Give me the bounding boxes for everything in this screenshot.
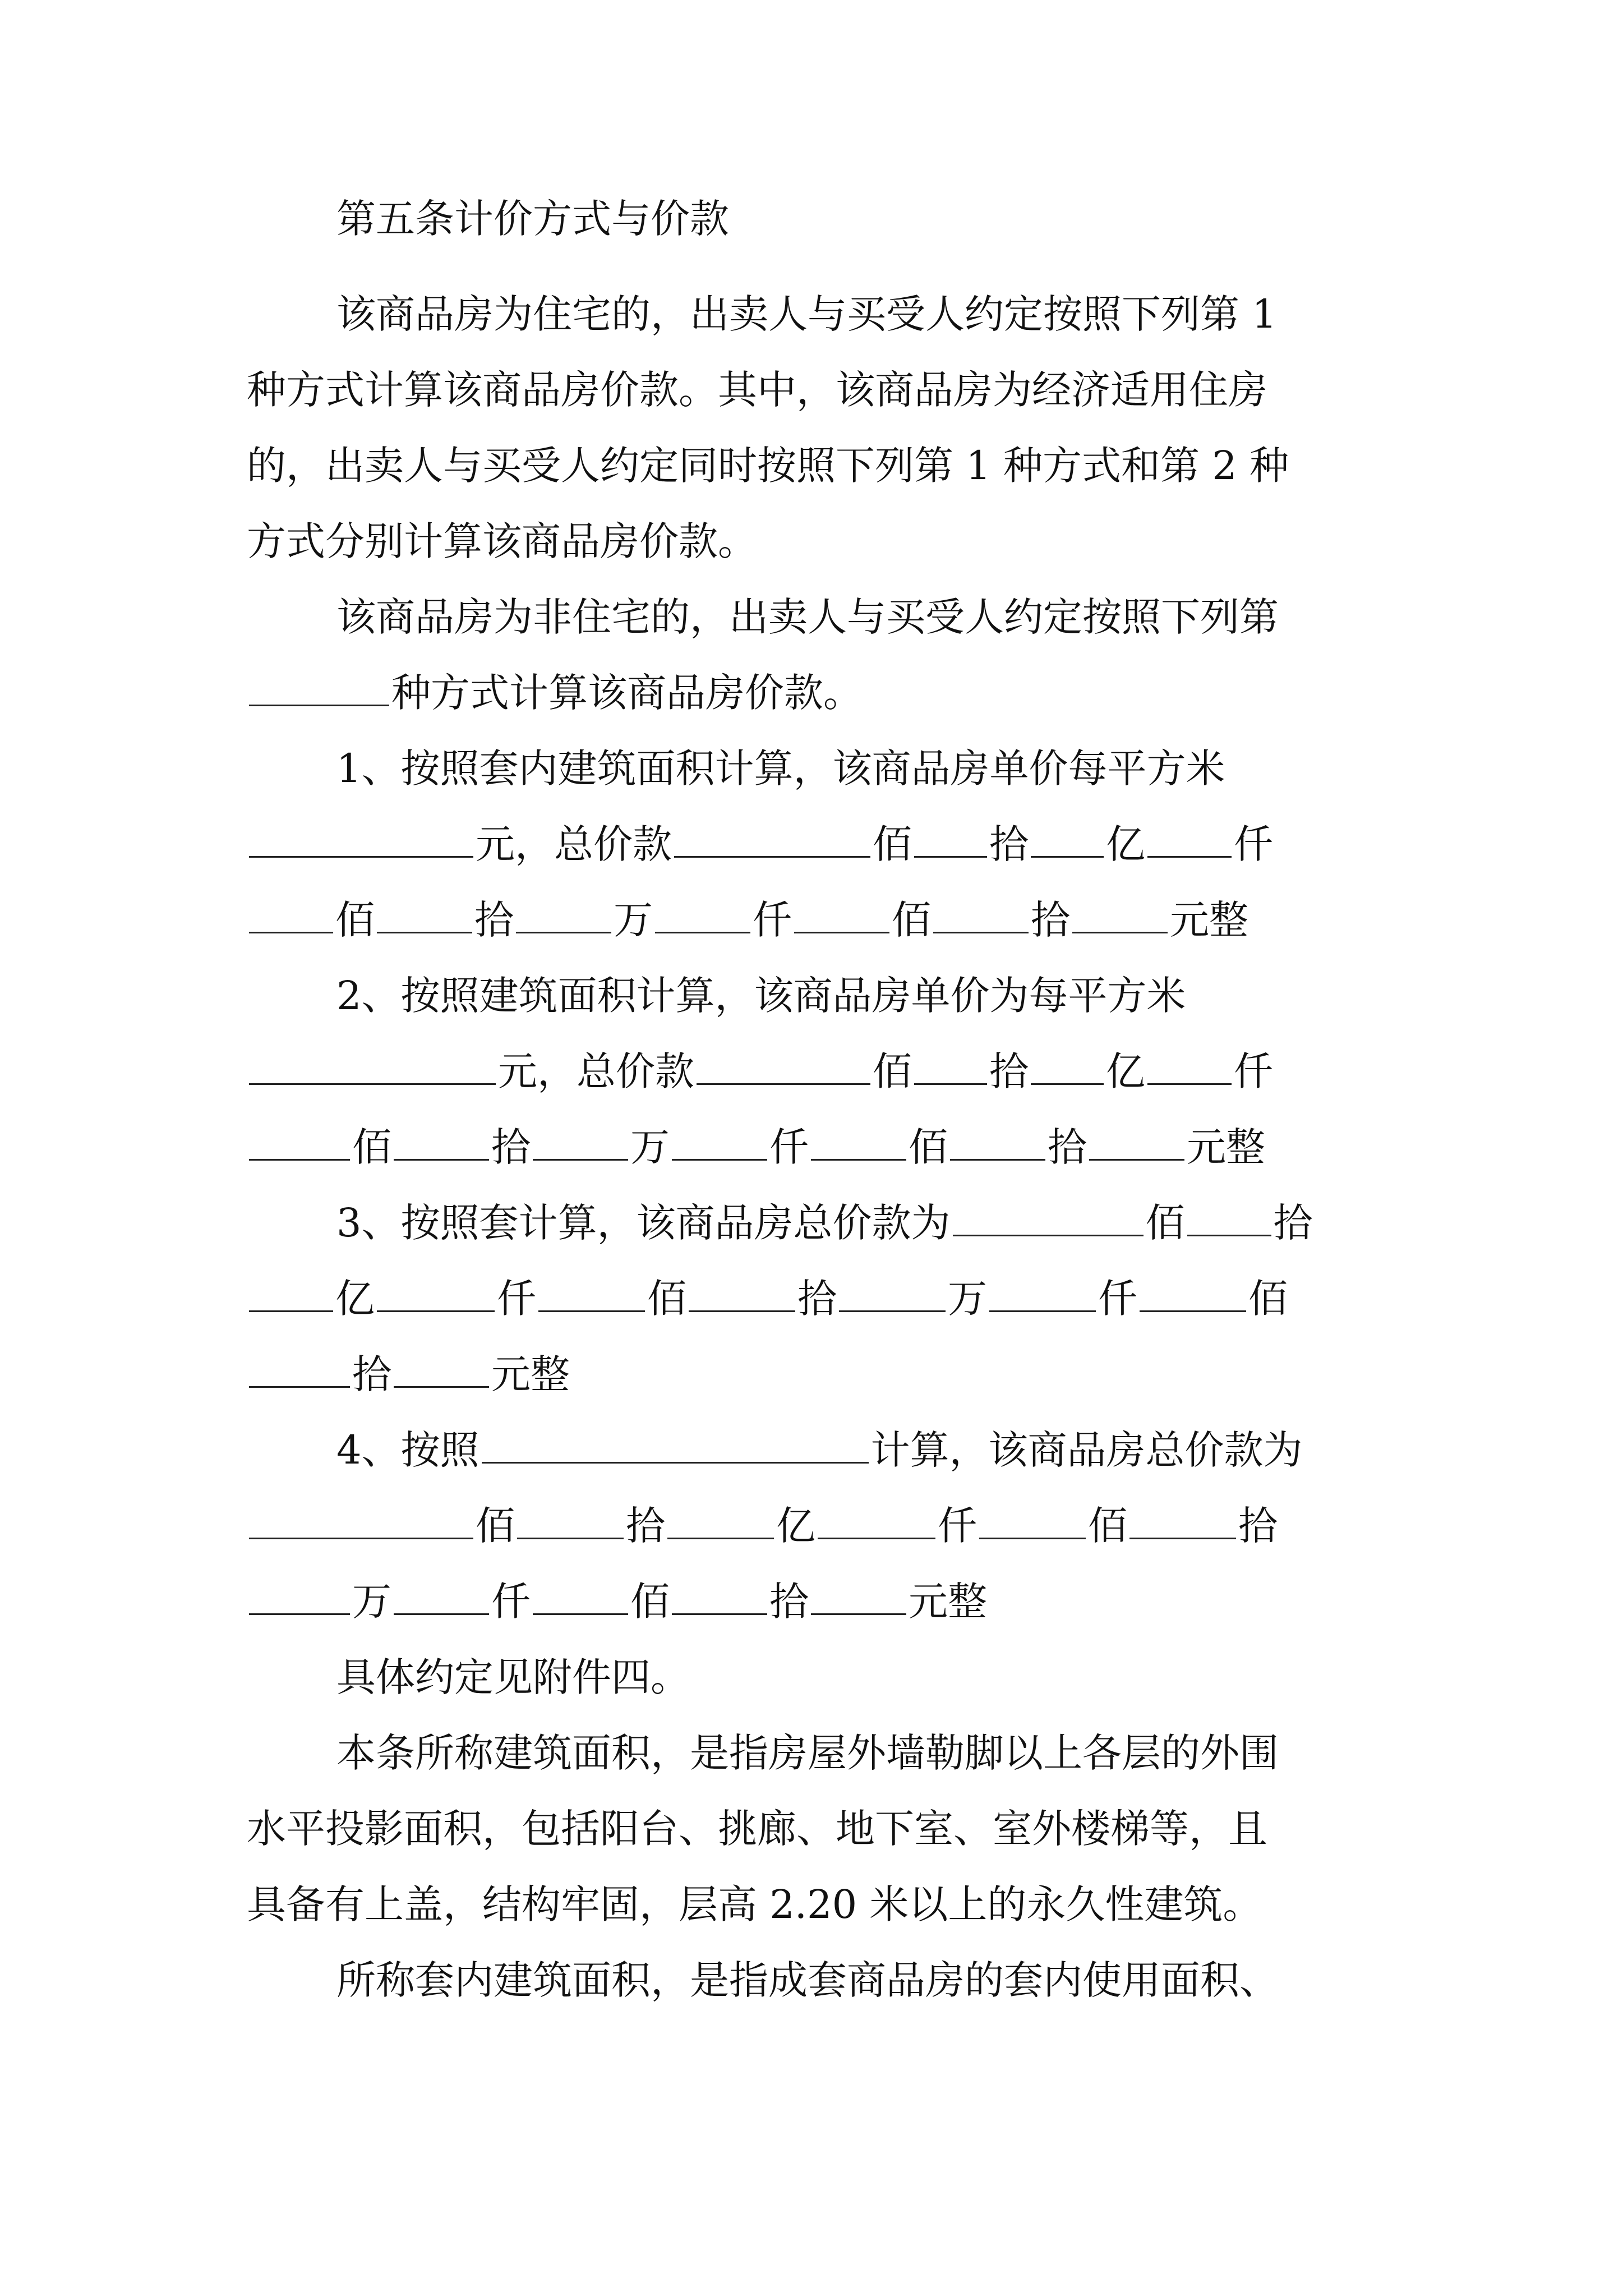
fill-in-blank[interactable] — [1072, 892, 1168, 933]
item-1-amount-line: 元，总价款 佰 拾 亿 仟 — [247, 813, 1385, 875]
fill-in-blank[interactable] — [989, 1271, 1096, 1312]
fill-in-blank[interactable] — [933, 892, 1029, 933]
fill-in-blank[interactable] — [667, 1498, 774, 1539]
fill-in-blank[interactable] — [377, 1271, 495, 1312]
fill-in-blank[interactable] — [249, 1044, 496, 1085]
fill-in-blank[interactable] — [1147, 817, 1232, 858]
fill-in-blank[interactable] — [1187, 1195, 1271, 1236]
fill-in-blank[interactable] — [794, 892, 889, 933]
fill-in-blank[interactable] — [1031, 1044, 1104, 1085]
paragraph-line: 该商品房为非住宅的，出卖人与买受人约定按照下列第 — [336, 594, 1279, 640]
fill-in-blank[interactable] — [1140, 1271, 1246, 1312]
fill-in-blank[interactable] — [517, 1498, 624, 1539]
fill-in-blank[interactable] — [538, 1271, 645, 1312]
fill-in-blank[interactable] — [1031, 817, 1104, 858]
fill-in-blank[interactable] — [394, 1120, 489, 1161]
paragraph-line: 方式分别计算该商品房价款。 — [247, 518, 757, 564]
item-1-amount-line: 佰 拾 万 仟 佰 拾 元整 — [247, 889, 1385, 951]
fill-in-blank[interactable] — [811, 1120, 906, 1161]
item-4-amount-line: 佰 拾 亿 仟 佰 拾 — [247, 1495, 1385, 1557]
fill-in-blank[interactable] — [249, 1120, 350, 1161]
item-2-amount-line: 佰 拾 万 仟 佰 拾 元整 — [247, 1116, 1385, 1178]
fill-in-blank[interactable] — [818, 1498, 935, 1539]
fill-in-blank[interactable] — [533, 1574, 628, 1615]
paragraph-line: 具备有上盖，结构牢固，层高 2.20 米以上的永久性建筑。 — [247, 1881, 1262, 1927]
fill-in-blank[interactable] — [516, 892, 611, 933]
fill-in-blank[interactable] — [249, 1271, 333, 1312]
fill-in-blank[interactable] — [249, 665, 389, 706]
fill-in-blank[interactable] — [249, 1498, 473, 1539]
fill-in-blank[interactable] — [811, 1574, 906, 1615]
fill-in-blank[interactable] — [839, 1271, 946, 1312]
item-4-amount-line: 万 仟 佰 拾 元整 — [247, 1571, 1385, 1632]
paragraph-line: 本条所称建筑面积，是指房屋外墙勒脚以上各层的外围 — [336, 1730, 1279, 1776]
fill-in-blank[interactable] — [950, 1120, 1045, 1161]
item-2-line: 2、按照建筑面积计算，该商品房单价为每平方米 — [336, 973, 1186, 1019]
fill-in-blank[interactable] — [979, 1498, 1086, 1539]
fill-in-blank[interactable] — [674, 817, 870, 858]
fill-in-blank[interactable] — [1089, 1120, 1184, 1161]
fill-in-blank[interactable] — [953, 1195, 1144, 1236]
item-2-amount-line: 元，总价款 佰 拾 亿 仟 — [247, 1041, 1385, 1102]
item-3-line: 3、按照套计算，该商品房总价款为 佰 拾 — [247, 1192, 1385, 1254]
fill-in-blank[interactable] — [672, 1574, 767, 1615]
fill-in-blank[interactable] — [914, 817, 987, 858]
item-1-line: 1、按照套内建筑面积计算，该商品房单价每平方米 — [336, 746, 1225, 792]
fill-in-blank[interactable] — [249, 892, 333, 933]
fill-in-blank[interactable] — [249, 1347, 350, 1388]
item-3-amount-line: 拾 元整 — [247, 1343, 1385, 1405]
fill-in-blank[interactable] — [249, 1574, 350, 1615]
fill-in-blank[interactable] — [914, 1044, 987, 1085]
paragraph-line: 种方式计算该商品房价款。其中，该商品房为经济适用住房 — [247, 367, 1267, 413]
fill-in-blank[interactable] — [533, 1120, 628, 1161]
paragraph-line: 的，出卖人与买受人约定同时按照下列第 1 种方式和第 2 种 — [247, 443, 1289, 489]
fill-in-blank[interactable] — [394, 1347, 489, 1388]
fill-in-blank[interactable] — [689, 1271, 795, 1312]
paragraph-line: 种方式计算该商品房价款。 — [247, 662, 1385, 724]
paragraph-line: 所称套内建筑面积，是指成套商品房的套内使用面积、 — [336, 1957, 1279, 2003]
item-3-amount-line: 亿 仟 佰 拾 万 仟 佰 — [247, 1268, 1385, 1329]
fill-in-blank[interactable] — [1129, 1498, 1236, 1539]
fill-in-blank[interactable] — [377, 892, 472, 933]
fill-in-blank[interactable] — [672, 1120, 767, 1161]
fill-in-blank[interactable] — [249, 817, 473, 858]
fill-in-blank[interactable] — [482, 1423, 869, 1464]
article-heading: 第五条计价方式与价款 — [336, 196, 729, 242]
fill-in-blank[interactable] — [394, 1574, 489, 1615]
item-4-line: 4、按照 计算，该商品房总价款为 — [247, 1419, 1385, 1481]
paragraph-line: 该商品房为住宅的，出卖人与买受人约定按照下列第 1 — [336, 291, 1277, 337]
fill-in-blank[interactable] — [1147, 1044, 1232, 1085]
paragraph-line: 水平投影面积，包括阳台、挑廊、地下室、室外楼梯等，且 — [247, 1806, 1267, 1852]
paragraph-line: 具体约定见附件四。 — [336, 1654, 690, 1700]
fill-in-blank[interactable] — [697, 1044, 870, 1085]
fill-in-blank[interactable] — [655, 892, 750, 933]
